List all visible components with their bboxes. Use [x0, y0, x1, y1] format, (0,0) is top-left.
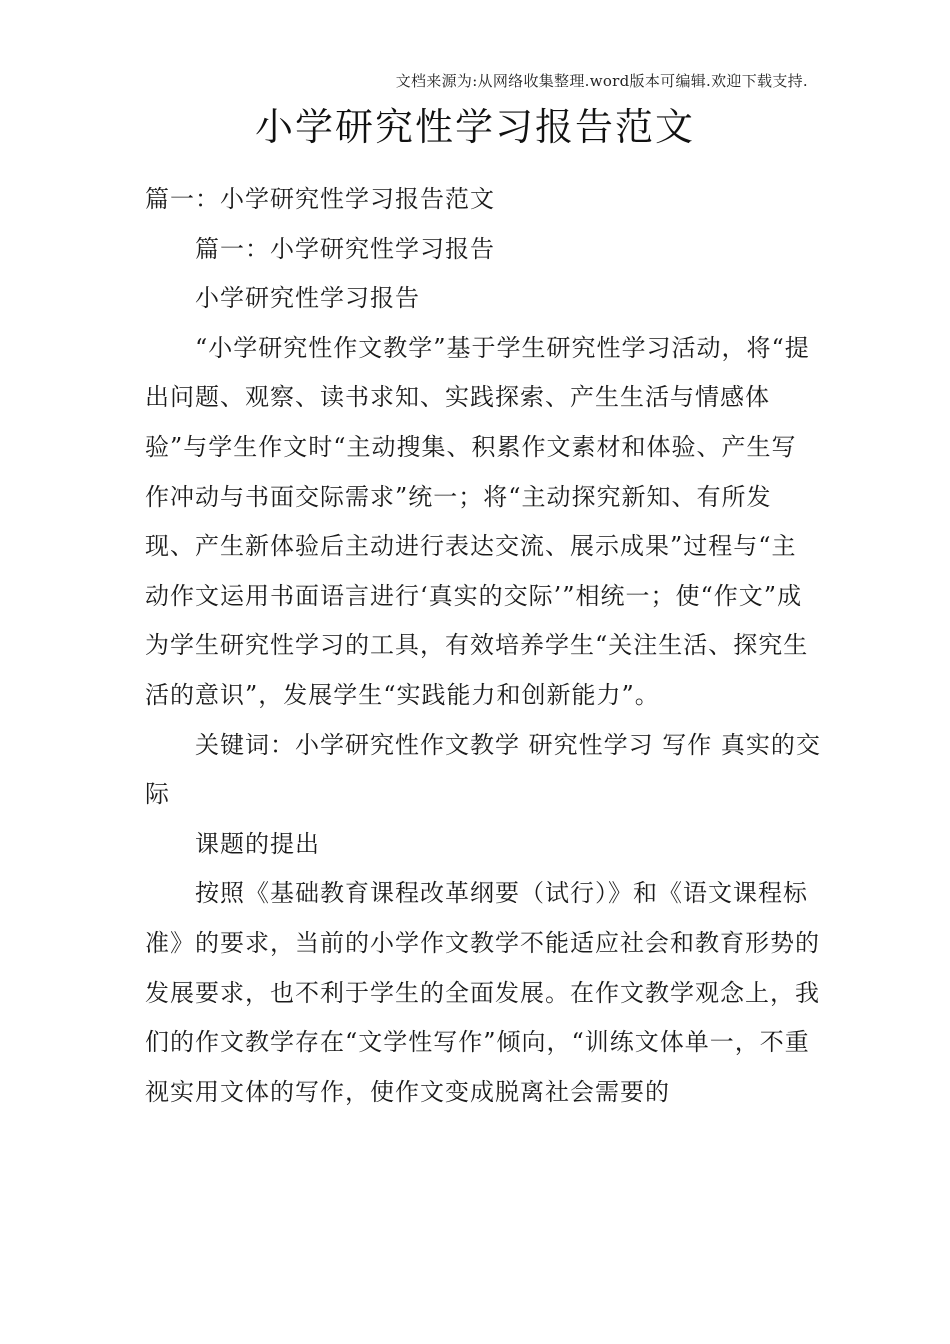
source-note: 文档来源为:从网络收集整理.word版本可编辑.欢迎下载支持. [395, 72, 808, 90]
keywords-paragraph: 关键词：小学研究性作文教学 研究性学习 写作 真实的交际 [145, 730, 821, 809]
body-paragraph: 按照《基础教育课程改革纲要（试行）》和《语文课程标准》的要求，当前的小学作文教学不能适应社会和教育形势的发展要求，也不利于学生的全面发展。在作文教学观念上，我们的作文教学存在“文学性写作”倾向，“训练文体单一，不重视实用文体的写作，使作文变成脱离社会需要的 [145, 879, 820, 1106]
section-heading: 篇一：小学研究性学习报告范文 [145, 185, 495, 213]
report-title-line: 小学研究性学习报告 [195, 284, 420, 313]
abstract-paragraph: “小学研究性作文教学”基于学生研究性学习活动，将“提出问题、观察、读书求知、实践探索、产生生活与情感体验”与学生作文时“主动搜集、积累作文素材和体验、产生写作冲动与书面交际需求”统一；将“主动探究新知、有所发现、产生新体验后主动进行表达交流、展示成果”过程与“主动作文运用书面语言进行‘真实的交际’”相统一；使“作文”成为学生研究性学习的工具，有效培养学生“关注生活、探究生活的意识”，发展学生“实践能力和创新能力”。 [145, 333, 810, 709]
sub-heading: 篇一：小学研究性学习报告 [195, 234, 495, 263]
document-title: 小学研究性学习报告范文 [254, 105, 695, 149]
topic-heading: 课题的提出 [195, 829, 320, 858]
document-body [145, 175, 821, 1117]
